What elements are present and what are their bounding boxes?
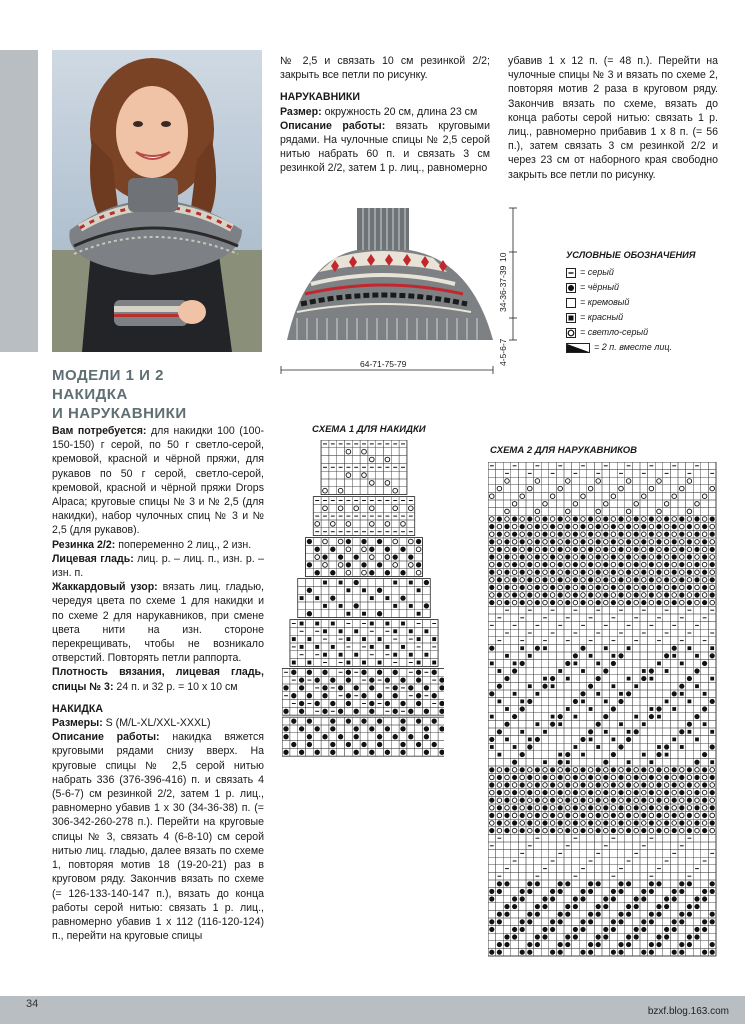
stockinette-text: лиц. р. – лиц. п., изн. р. – изн. п. xyxy=(52,552,264,580)
cape-desc-label: Описание работы: xyxy=(52,731,160,744)
cape-desc-text: накидка вяжется круговыми рядами снизу вверх. На круговые спицы № 2,5 серой нитью набрать 336 (376-396-416) п. и связать 4 (5-6-7) см резинкой 2/2, затем 1 р. лиц., равномерно убавив 1 х 30 (34-36-38) п. (= 306-342-260-278 п.). Перейти на круговые спицы № 3, связать 4 (6-8-10) см серой нитью лиц. гладью, далее вязать по схеме 1, повторяя мотив 18 (19-20-21) раз в круговом ряду. Закончив вязать по схеме (= 126-133-140-147 п.), вязать до конца работы серой нитью: связать 1 р. лиц., равномерно убавив 1 х 112 (116-120-124) п., перейти на круговые спицы xyxy=(52,731,265,943)
red-square-icon xyxy=(566,313,576,323)
height-dimension: 34-36-37-39 xyxy=(498,265,508,312)
stockinette-label: Лицевая гладь: xyxy=(52,552,134,565)
rib-dimension: 4-5-6-7 xyxy=(498,338,508,366)
footer-url: bzxf.blog.163.com xyxy=(647,1006,729,1017)
legend-item-gray xyxy=(566,265,695,280)
jacquard-label: Жаккардовый узор: xyxy=(52,581,158,594)
sleeves-size-label: Размер: xyxy=(280,105,322,118)
scheme2-grid xyxy=(488,462,718,962)
cape-sizes-text: S (M/L-XL/XXL-XXXL) xyxy=(102,717,211,730)
article-title xyxy=(52,366,262,423)
legend-label-cream: = кремовый xyxy=(580,297,630,307)
scheme1-grid xyxy=(282,440,444,968)
lightgray-ring-icon xyxy=(566,328,576,338)
model-photo xyxy=(52,50,262,352)
page-number: 34 xyxy=(26,998,39,1010)
legend-item-lightgray xyxy=(566,325,695,340)
text-column-3 xyxy=(508,54,718,182)
gauge-text: 24 п. и 32 р. = 10 х 10 см xyxy=(113,680,238,693)
title-line-2: НАКИДКА xyxy=(52,386,128,403)
gauge-label: Плотность вязания, лицевая гладь, спицы № 3: xyxy=(52,666,264,693)
legend xyxy=(566,248,695,355)
legend-label-black: = чёрный xyxy=(580,282,620,292)
legend-item-decrease xyxy=(566,340,695,355)
sleeves-desc-text: вязать круговыми рядами. На чулочные спицы № 2,5 серой нитью набрать 60 п. и связать 3 см резинкой 2/2, затем 1 р. лиц., равномерно xyxy=(280,119,490,175)
legend-item-red xyxy=(566,310,695,325)
legend-label-decrease: = 2 п. вместе лиц. xyxy=(594,342,673,352)
rib-text: попеременно 2 лиц., 2 изн. xyxy=(115,538,252,551)
legend-item-cream xyxy=(566,295,695,310)
side-color-strip xyxy=(0,50,38,352)
title-line-1: МОДЕЛИ 1 И 2 xyxy=(52,367,164,384)
cape-sizes-label: Размеры: xyxy=(52,717,103,730)
legend-item-black xyxy=(566,280,695,295)
sleeves-size-text: окружность 20 см, длина 23 см xyxy=(321,105,478,118)
sleeves-desc-label: Описание работы: xyxy=(280,119,386,132)
scheme1-title: СХЕМА 1 ДЛЯ НАКИДКИ xyxy=(312,424,426,435)
title-line-3: И НАРУКАВНИКИ xyxy=(52,405,187,422)
rib-label: Резинка 2/2: xyxy=(52,538,116,551)
text-column-1 xyxy=(52,424,264,943)
footer-bar xyxy=(0,996,745,1024)
scheme2-title: СХЕМА 2 ДЛЯ НАРУКАВНИКОВ xyxy=(490,445,638,456)
text-column-2 xyxy=(280,54,490,176)
legend-label-gray: = серый xyxy=(580,267,614,277)
materials-label: Вам потребуется: xyxy=(52,425,147,437)
legend-title: УСЛОВНЫЕ ОБОЗНАЧЕНИЯ xyxy=(566,250,696,260)
width-dimension: 64-71-75-79 xyxy=(360,359,407,369)
cape-heading: НАКИДКА xyxy=(52,702,104,715)
cream-empty-icon xyxy=(566,298,576,308)
k2tog-triangle-icon xyxy=(566,343,590,353)
gray-dash-icon xyxy=(566,268,576,278)
collar-dimension: 10 xyxy=(498,252,508,262)
col2-top-text: № 2,5 и связать 10 см резинкой 2/2; закрыть все петли по рисунку. xyxy=(280,55,490,82)
black-dot-icon xyxy=(566,283,576,293)
col3-top-text: убавив 1 х 12 п. (= 48 п.). Перейти на чулочные спицы № 3 и вязать по схеме 2, повторяя мотив 2 раза в круговом ряду. Закончив вязать по схеме, вязать до конца работы серой нитью: связать 1 р. лиц., равномерно прибавив 1 х 8 п. (= 56 п.), затем связать 3 см резинкой 2/2 и через 23 см от наборного края свободно закрыть все петли по рисунку. xyxy=(508,55,718,181)
materials-text: для накидки 100 (100-150-150) г серой, по 50 г светло-серой, кремовой, красной и чёрной пряжи, для рукавов по 50 г серой, светло-серой, кремовой, красной и чёрной пряжи Drops Alpaca; круговые спицы № 3 и № 2,5 (для накидки), набор чулочных спиц № 3 и № 2,5 (для рукавов). xyxy=(52,425,264,537)
legend-label-red: = красный xyxy=(580,312,624,322)
sleeves-heading: НАРУКАВНИКИ xyxy=(280,91,360,104)
jacquard-text: вязать лиц. гладью, чередуя цвета по схеме 1 для накидки и по схеме 2 для нарукавников, при смене цвета нити на изн. стороне перекрещивать, чтобы не возникало отверстий. Повторять петли раппорта. xyxy=(52,581,265,665)
legend-label-lightgray: = светло-серый xyxy=(580,327,649,337)
